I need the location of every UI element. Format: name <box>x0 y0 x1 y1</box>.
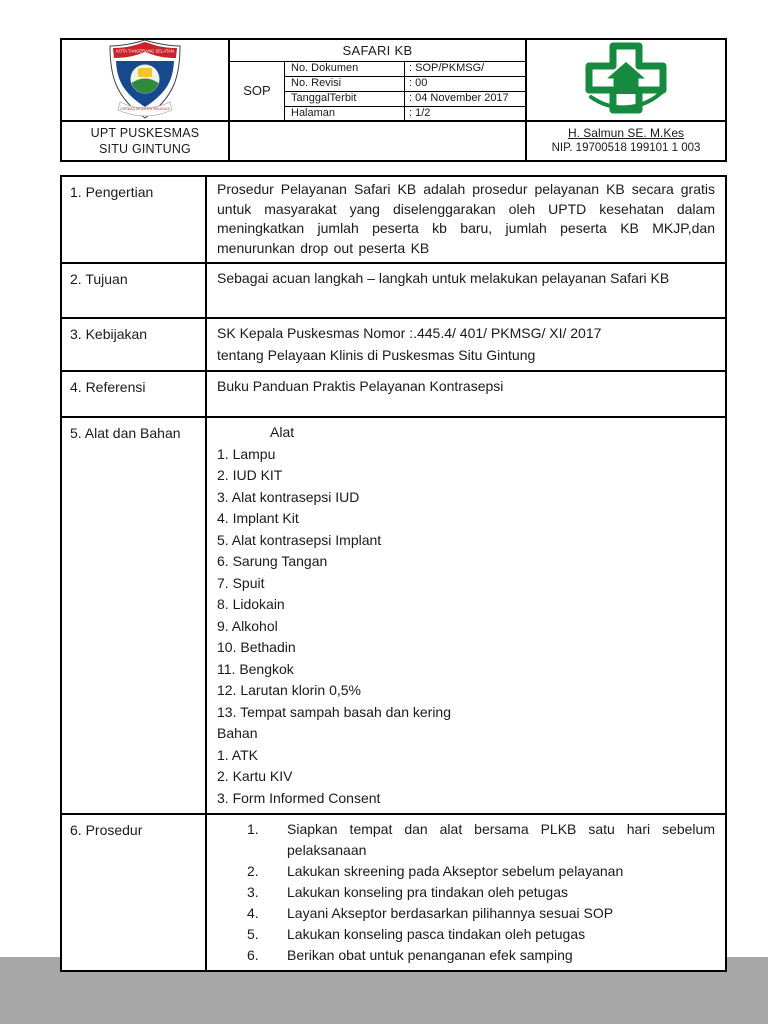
alat-item: 7. Spuit <box>217 574 265 591</box>
section-content <box>207 418 725 813</box>
section-content: Sebagai acuan langkah – langkah untuk melakukan pelayanan Safari KB <box>217 270 670 286</box>
alat-item: 12. Larutan klorin 0,5% <box>217 682 361 698</box>
section-referensi <box>62 372 725 418</box>
step-text: Lakukan konseling pra tindakan oleh petugas <box>287 884 568 900</box>
kebijakan-line-2: tentang Pelayaan Klinis di Puskesmas Situ Gintung <box>217 346 536 363</box>
prosedur-step <box>217 882 715 903</box>
puskesmas-logo-icon <box>578 41 674 119</box>
bahan-heading: Bahan <box>217 725 258 741</box>
alat-item: 10. Bethadin <box>217 639 296 655</box>
kebijakan-line-1: SK Kepala Puskesmas Nomor :.445.4/ 401/ PKMSG/ XI/ 2017 <box>217 325 602 341</box>
section-pengertian <box>62 177 725 264</box>
section-label: 3. Kebijakan <box>62 319 207 370</box>
puskesmas-swoosh <box>591 92 662 107</box>
signer-nip: NIP. 19700518 199101 1 003 <box>551 142 701 154</box>
step-number: 3. <box>247 884 259 900</box>
section-label: 2. Tujuan <box>62 264 207 317</box>
tangerang-selatan-emblem-icon <box>105 39 185 121</box>
org-line1: UPT PUSKESMAS <box>90 126 200 140</box>
signature-cell <box>527 122 725 160</box>
alat-item: 2. IUD KIT <box>217 467 283 483</box>
bahan-item: 2. Kartu KIV <box>217 768 293 784</box>
section-label: 1. Pengertian <box>62 177 207 262</box>
emblem-banner-text: KOTA TANGERANG SELATAN <box>116 48 174 54</box>
alat-item: 13. Tempat sampah basah dan kering <box>217 703 452 720</box>
doc-label-halaman: Halaman <box>285 107 405 122</box>
alat-item: 11. Bengkok <box>217 660 294 677</box>
step-text: Siapkan tempat dan alat bersama PLKB satu hari sebelum pelaksanaan <box>287 821 715 858</box>
prosedur-step <box>217 945 715 966</box>
emblem-yellow-element <box>138 68 152 77</box>
doc-value-no-revisi: : 00 <box>405 77 527 92</box>
sop-body-table <box>60 175 727 972</box>
alat-item: 5. Alat kontrasepsi Implant <box>217 531 382 548</box>
step-text: Lakukan konseling pasca tindakan oleh petugas <box>287 926 586 942</box>
prosedur-step <box>217 924 715 945</box>
bahan-item: 3. Form Informed Consent <box>217 789 381 806</box>
alat-heading: Alat <box>270 424 295 440</box>
alat-item: 3. Alat kontrasepsi IUD <box>217 488 360 505</box>
alat-item: 1. Lampu <box>217 445 276 462</box>
section-content: Prosedur Pelayanan Safari KB adalah prosedur pelayanan KB secara gratis untuk masyarakat yang diselenggarakan oleh UPTD kesehatan dalam meningkatkan jumlah peserta kb baru, jumlah peserta KB MKJP,dan menurunkan drop out peserta KB <box>217 181 715 256</box>
step-text: Layani Akseptor berdasarkan pilihannya sesuai SOP <box>287 905 614 921</box>
emblem-ribbon-text: CERDAS MODERN RELIGIUS <box>120 106 170 111</box>
step-number: 4. <box>247 905 259 921</box>
step-text: Berikan obat untuk penanganan efek samping <box>287 947 573 963</box>
alat-item: 9. Alkohol <box>217 617 278 634</box>
step-text: Lakukan skreening pada Akseptor sebelum pelayanan <box>287 863 624 879</box>
section-label: 6. Prosedur <box>62 815 207 970</box>
left-logo-cell <box>62 40 230 122</box>
sop-label: SOP <box>230 62 285 122</box>
section-content: Buku Panduan Praktis Pelayanan Kontrasepsi <box>217 378 504 394</box>
section-kebijakan <box>62 319 725 372</box>
section-tujuan <box>62 264 725 319</box>
step-number: 5. <box>247 926 259 942</box>
org-line2: SITU GINTUNG <box>99 142 191 156</box>
doc-value-no-dokumen: : SOP/PKMSG/ <box>405 62 527 77</box>
section-label: 5. Alat dan Bahan <box>62 418 207 813</box>
org-name-cell <box>62 122 230 160</box>
header-empty-cell <box>230 122 527 160</box>
bahan-item: 1. ATK <box>217 746 258 763</box>
prosedur-step <box>217 903 715 924</box>
section-label: 4. Referensi <box>62 372 207 416</box>
section-alat-dan-bahan <box>62 418 725 815</box>
section-content <box>207 815 725 970</box>
sop-header-table <box>60 38 727 162</box>
doc-value-tanggal-terbit: : 04 November 2017 <box>405 92 527 107</box>
doc-label-no-dokumen: No. Dokumen <box>285 62 405 77</box>
document-title: SAFARI KB <box>230 40 527 62</box>
step-number: 1. <box>247 821 259 837</box>
right-logo-cell <box>527 40 725 122</box>
doc-label-tanggal-terbit: TanggalTerbit <box>285 92 405 107</box>
signer-name: H. Salmun SE. M.Kes <box>567 126 685 140</box>
step-number: 2. <box>247 863 259 879</box>
prosedur-step <box>217 861 715 882</box>
prosedur-step <box>217 819 715 861</box>
alat-item: 8. Lidokain <box>217 596 285 612</box>
alat-item: 6. Sarung Tangan <box>217 553 328 569</box>
doc-value-halaman: : 1/2 <box>405 107 527 122</box>
doc-label-no-revisi: No. Revisi <box>285 77 405 92</box>
section-prosedur <box>62 815 725 970</box>
step-number: 6. <box>247 947 259 963</box>
alat-item: 4. Implant Kit <box>217 510 299 526</box>
section-content <box>207 319 725 370</box>
